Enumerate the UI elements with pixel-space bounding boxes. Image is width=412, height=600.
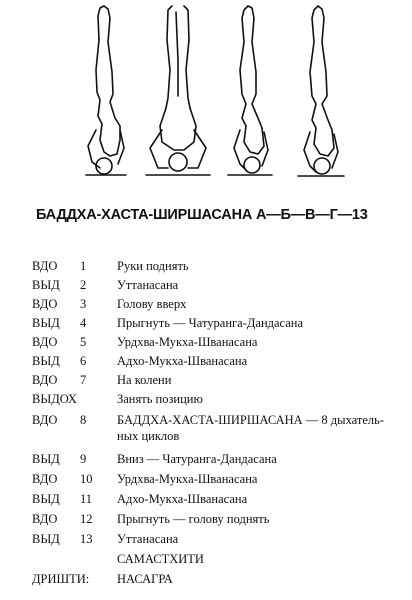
step-number: 2 [80, 278, 87, 292]
step-text: Вниз — Чатуранга-Дандасана [117, 452, 277, 466]
step-number: 11 [80, 492, 93, 506]
step-number: 10 [80, 472, 93, 486]
list-item [0, 571, 412, 590]
list-item [0, 258, 412, 277]
breath-label: ВЫД [32, 278, 60, 292]
headstand-figure-front [146, 6, 210, 175]
step-number: 3 [80, 297, 87, 311]
breath-label: ВЫДОХ [32, 392, 77, 406]
breath-label: ВЫД [32, 452, 60, 466]
breath-label: ВДО [32, 413, 58, 427]
drishti-label: ДРИШТИ: [32, 572, 90, 586]
list-item [0, 391, 412, 410]
step-text: Адхо-Мукха-Шванасана [117, 354, 248, 368]
breath-label: ВДО [32, 259, 58, 273]
step-text: Занять позицию [117, 392, 203, 406]
breath-label: ВДО [32, 472, 58, 486]
drishti-value: НАСАГРА [117, 572, 173, 586]
step-number: 12 [80, 512, 93, 526]
step-number: 7 [80, 373, 87, 387]
step-text: САМАСТХИТИ [117, 552, 204, 566]
step-number: 8 [80, 413, 87, 427]
list-item [0, 471, 412, 490]
step-number: 4 [80, 316, 87, 330]
list-item [0, 372, 412, 391]
breath-label: ВЫД [32, 354, 60, 368]
breath-label: ВЫД [32, 532, 60, 546]
breath-label: ВДО [32, 512, 58, 526]
list-item [0, 491, 412, 510]
list-item [0, 353, 412, 372]
step-number: 9 [80, 452, 87, 466]
step-text: Уттанасана [117, 278, 179, 292]
page-title: БАДДХА-ХАСТА-ШИРШАСАНА А—Б—В—Г—13 [36, 207, 368, 223]
step-text: На колени [117, 373, 172, 387]
step-text: Уттанасана [117, 532, 179, 546]
headstand-figure-side-3 [298, 6, 344, 176]
step-text: Адхо-Мукха-Шванасана [117, 492, 248, 506]
headstand-illustrations [0, 0, 412, 196]
list-item [0, 412, 412, 446]
step-text: Урдхва-Мукха-Шванасана [117, 335, 258, 349]
list-item [0, 277, 412, 296]
step-text-continuation: ных циклов [117, 429, 180, 443]
breath-label: ВДО [32, 297, 58, 311]
step-number: 5 [80, 335, 87, 349]
step-text: Прыгнуть — Чатуранга-Дандасана [117, 316, 304, 330]
step-text: Руки поднять [117, 259, 189, 273]
list-item [0, 551, 412, 570]
breath-label: ВЫД [32, 316, 60, 330]
list-item [0, 451, 412, 470]
step-number: 13 [80, 532, 93, 546]
step-text: Урдхва-Мукха-Шванасана [117, 472, 258, 486]
headstand-figure-side-1 [86, 6, 126, 175]
list-item [0, 531, 412, 550]
list-item [0, 511, 412, 530]
breath-label: ВДО [32, 335, 58, 349]
step-text: Голову вверх [117, 297, 187, 311]
list-item [0, 334, 412, 353]
step-text: Прыгнуть — голову поднять [117, 512, 270, 526]
breath-label: ВЫД [32, 492, 60, 506]
step-number: 6 [80, 354, 87, 368]
breath-label: ВДО [32, 373, 58, 387]
step-text: БАДДХА-ХАСТА-ШИРШАСАНА — 8 дыхатель- [117, 413, 384, 427]
list-item [0, 315, 412, 334]
list-item [0, 296, 412, 315]
step-number: 1 [80, 259, 87, 273]
headstand-figure-side-2 [228, 6, 272, 175]
